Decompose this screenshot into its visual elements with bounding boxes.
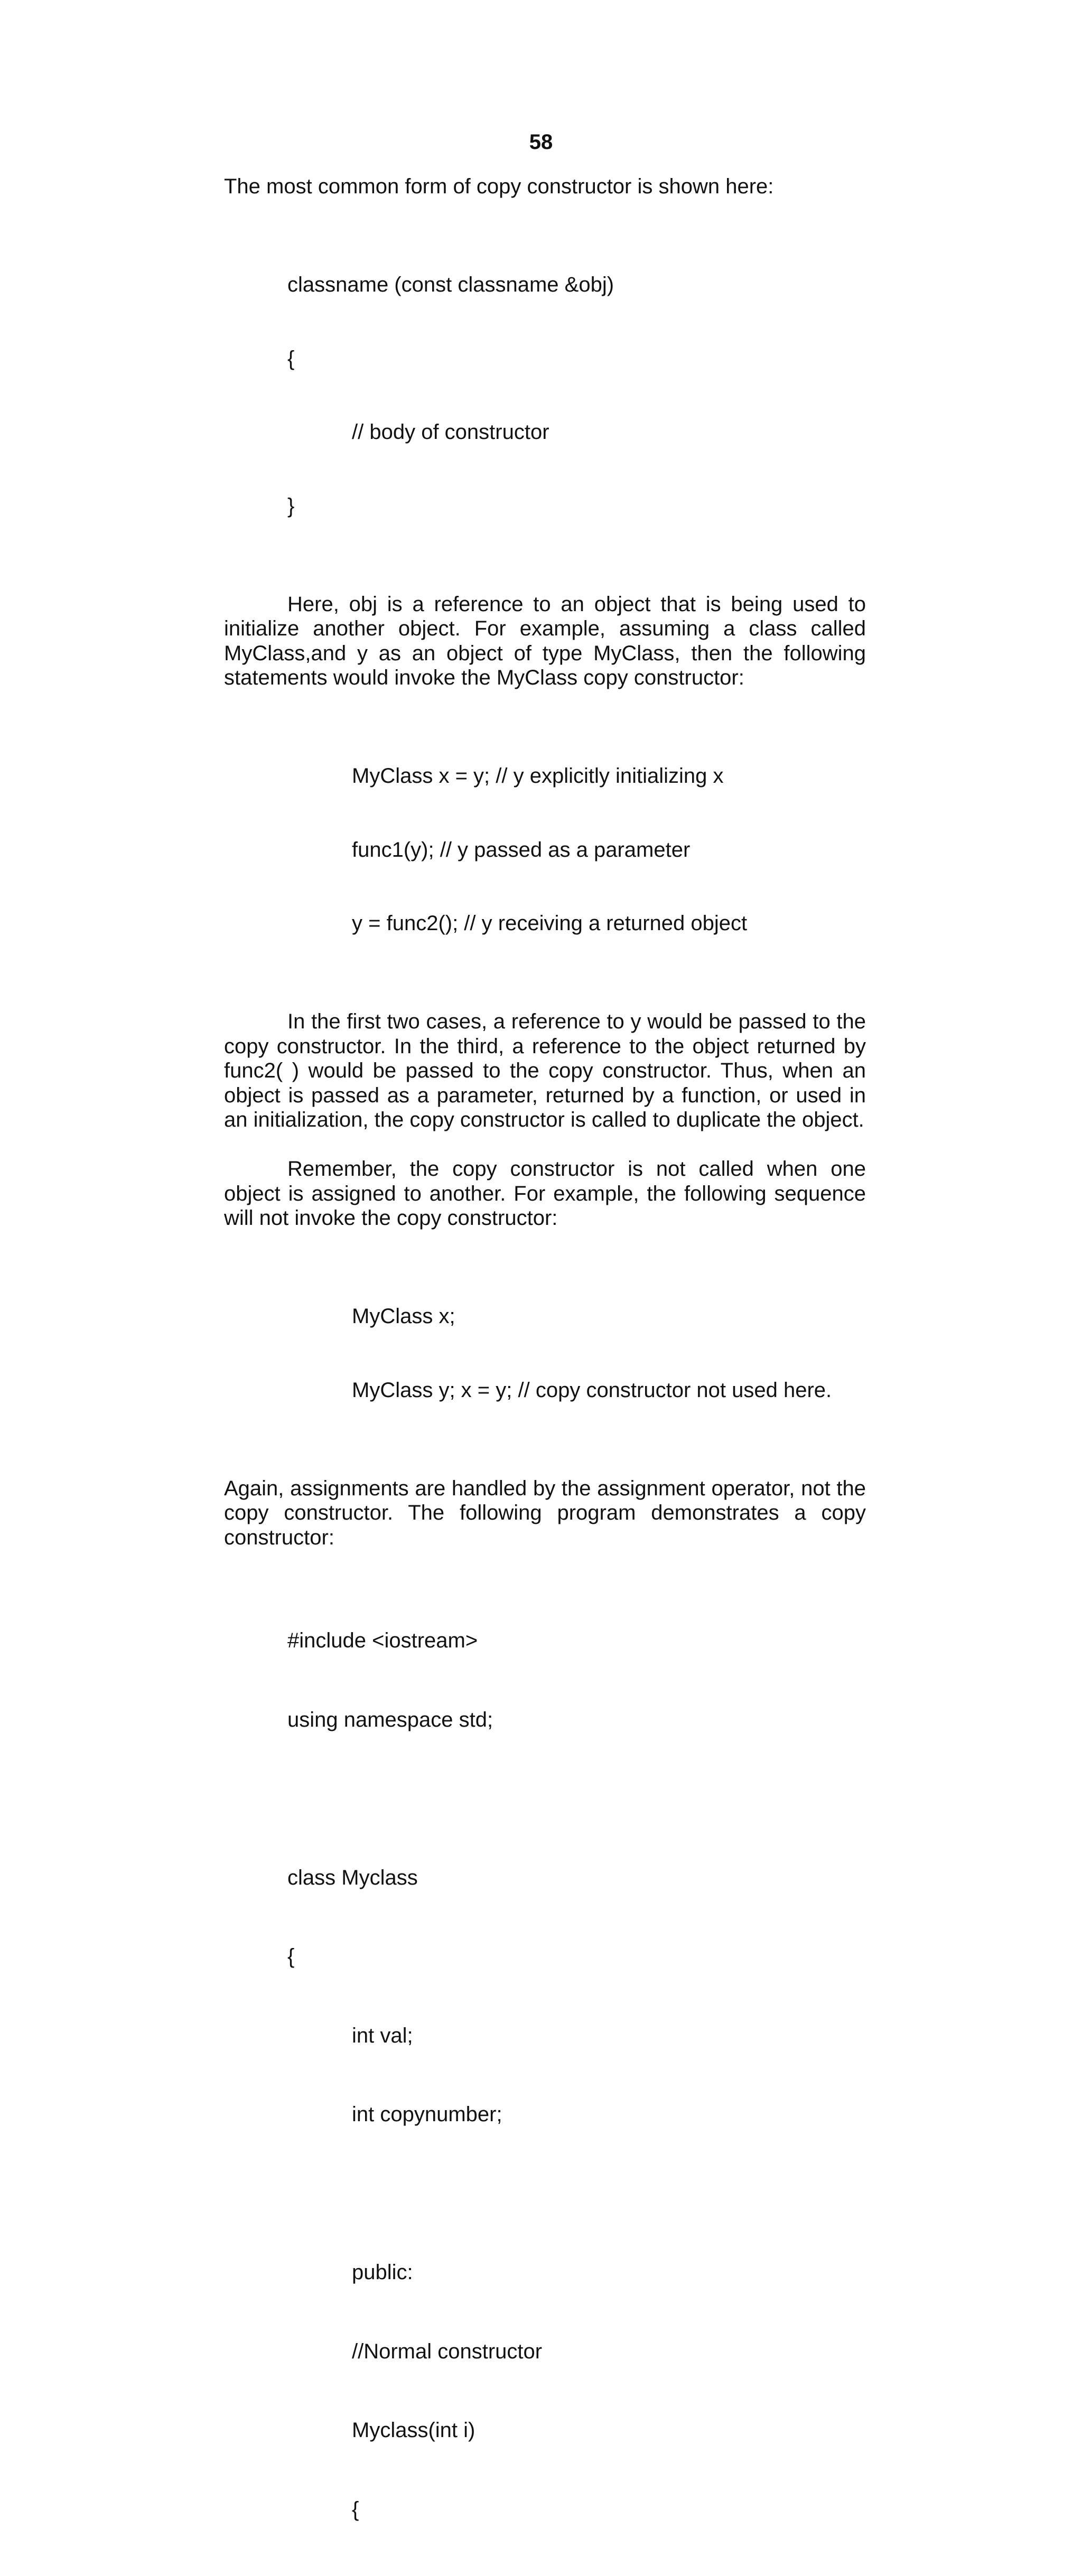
code-line: MyClass x; [352, 1305, 455, 1328]
code-line: #include <iostream> [287, 1629, 478, 1652]
page-body [224, 174, 866, 2576]
program-listing-code [224, 1579, 866, 2576]
code-line: } [287, 494, 295, 518]
code-line: //Normal constructor [352, 2339, 543, 2363]
code-line: Myclass(int i) [352, 2419, 475, 2442]
code-line: int copynumber; [352, 2103, 502, 2126]
assignment-example-code [224, 1255, 866, 1451]
code-line: { [287, 346, 295, 370]
code-line: { [287, 1945, 295, 1968]
code-line: y = func2(); // y receiving a returned object [352, 912, 748, 935]
assignment-note-paragraph: Remember, the copy constructor is not called when one object is assigned to another. For example, the following sequence will not invoke the copy constructor: [224, 1157, 866, 1230]
assignment-operator-paragraph: Again, assignments are handled by the assignment operator, not the copy constructor. The following program demonstrates a copy constructor: [224, 1476, 866, 1549]
code-line: MyClass x = y; // y explicitly initializing x [352, 764, 724, 788]
obj-reference-paragraph: Here, obj is a reference to an object that is being used to initialize another object. For example, assuming a class called MyClass,and y as an object of type MyClass, then the following statements would invoke the MyClass copy constructor: [224, 592, 866, 689]
page-number: 58 [529, 130, 553, 154]
blank-line [224, 1786, 866, 1816]
intro-paragraph: The most common form of copy constructor is shown here: [224, 175, 774, 198]
code-line: func1(y); // y passed as a parameter [352, 838, 691, 861]
code-line: using namespace std; [287, 1708, 493, 1731]
code-line: MyClass y; x = y; // copy constructor not used here. [352, 1378, 832, 1402]
code-line: // body of constructor [352, 420, 549, 444]
code-line: class Myclass [287, 1866, 418, 1889]
code-line: { [352, 2497, 359, 2521]
code-line: int val; [352, 2024, 413, 2047]
copy-constructor-form-code [224, 223, 866, 567]
blank-line [224, 2181, 866, 2212]
code-line: public: [352, 2261, 413, 2284]
code-line: classname (const classname &obj) [287, 273, 614, 296]
copy-invocation-examples-code [224, 715, 866, 985]
cases-explanation-paragraph: In the first two cases, a reference to y would be passed to the copy constructor. In the third, a reference to the object returned by func2( ) would be passed to the copy constructor. Thus, when an object is passed as a parameter, returned by a function, or used in an initialization, the copy constructor is called to duplicate the object. [224, 1010, 866, 1131]
